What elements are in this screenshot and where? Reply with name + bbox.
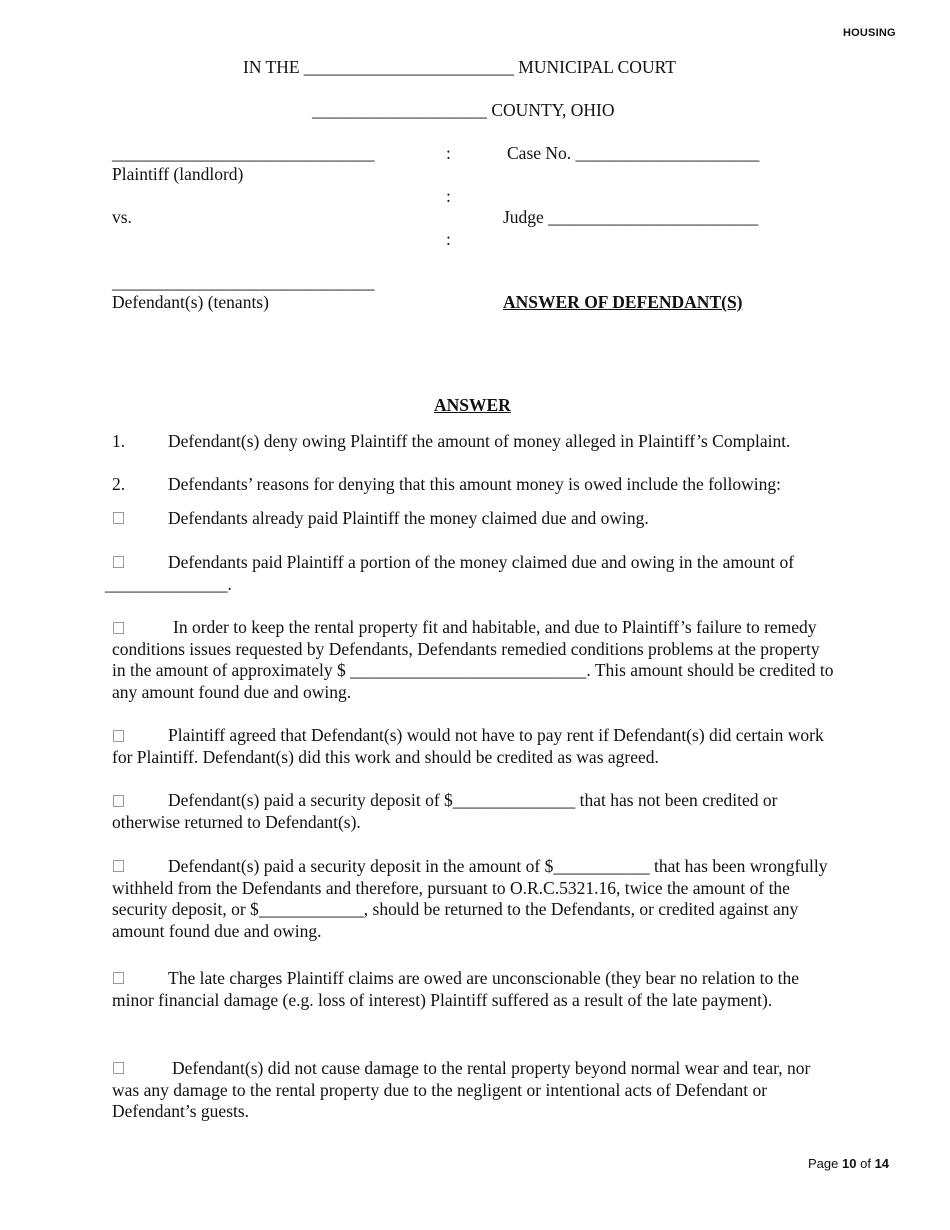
option-text: Defendants already paid Plaintiff the money claimed due and owing. — [168, 508, 649, 528]
item-text: Defendants’ reasons for denying that this amount money is owed include the following: — [168, 474, 782, 494]
option-text: Defendant(s) paid a security deposit in the amount of $___________ that has been wrongfully withheld from the Defendants and therefore, pursuant to O.R.C.5321.16, twice the amount of the security deposit, or $____________, should be returned to the Defendants, or credited against any amount found due and owing. — [112, 856, 828, 941]
amount-blank[interactable]: ______________. — [105, 574, 232, 594]
vs-label: vs. — [112, 207, 132, 227]
document-title: ANSWER OF DEFENDANT(S) — [503, 292, 743, 312]
plaintiff-name-blank[interactable]: ______________________________ — [112, 143, 375, 163]
defendant-name-blank[interactable]: ______________________________ — [112, 272, 375, 292]
item-number: 1. — [112, 431, 126, 451]
caption-colon: : — [446, 186, 451, 206]
option-text: Plaintiff agreed that Defendant(s) would not have to pay rent if Defendant(s) did certain work for Plaintiff. Defendant(s) did this work and should be credited as was agreed. — [112, 725, 824, 767]
court-line[interactable]: IN THE ________________________ MUNICIPAL COURT — [243, 57, 676, 77]
option-checkbox[interactable] — [113, 556, 124, 568]
page-number — [808, 1156, 889, 1171]
option-text: Defendant(s) did not cause damage to the rental property beyond normal wear and tear, nor was any damage to the rental property due to the negligent or intentional acts of Defendant or Defendant’s guests. — [112, 1058, 811, 1121]
page-prefix: Page — [808, 1156, 839, 1171]
item-number: 2. — [112, 474, 126, 494]
defendant-label: Defendant(s) (tenants) — [112, 292, 269, 312]
caption-colon: : — [446, 229, 451, 249]
answer-heading: ANSWER — [434, 395, 511, 415]
option-text: Defendants paid Plaintiff a portion of the money claimed due and owing in the amount of — [168, 552, 795, 572]
option-text: Defendant(s) paid a security deposit of $______________ that has not been credited or otherwise returned to Defendant(s). — [112, 790, 778, 832]
item-text: Defendant(s) deny owing Plaintiff the amount of money alleged in Plaintiff’s Complaint. — [168, 431, 791, 451]
page-of: of — [860, 1156, 871, 1171]
section-tag: HOUSING — [843, 27, 896, 39]
county-line[interactable]: ____________________ COUNTY, OHIO — [312, 100, 615, 120]
option-text: The late charges Plaintiff claims are owed are unconscionable (they bear no relation to the minor financial damage (e.g. loss of interest) Plaintiff suffered as a result of the late payment). — [112, 968, 800, 1010]
option-checkbox[interactable] — [113, 512, 124, 524]
page-total: 14 — [874, 1156, 890, 1171]
page-current: 10 — [842, 1156, 857, 1171]
case-number-field[interactable]: Case No. _____________________ — [507, 143, 760, 163]
caption-colon: : — [446, 143, 451, 163]
judge-field[interactable]: Judge ________________________ — [503, 207, 759, 227]
option-text: In order to keep the rental property fit and habitable, and due to Plaintiff’s failure to remedy conditions issues requested by Defendants, Defendants remedied conditions problems at the property in the amount of approximately $ ___________________________. This amount should be credited to any amount found due and owing. — [112, 617, 834, 702]
plaintiff-label: Plaintiff (landlord) — [112, 164, 244, 184]
